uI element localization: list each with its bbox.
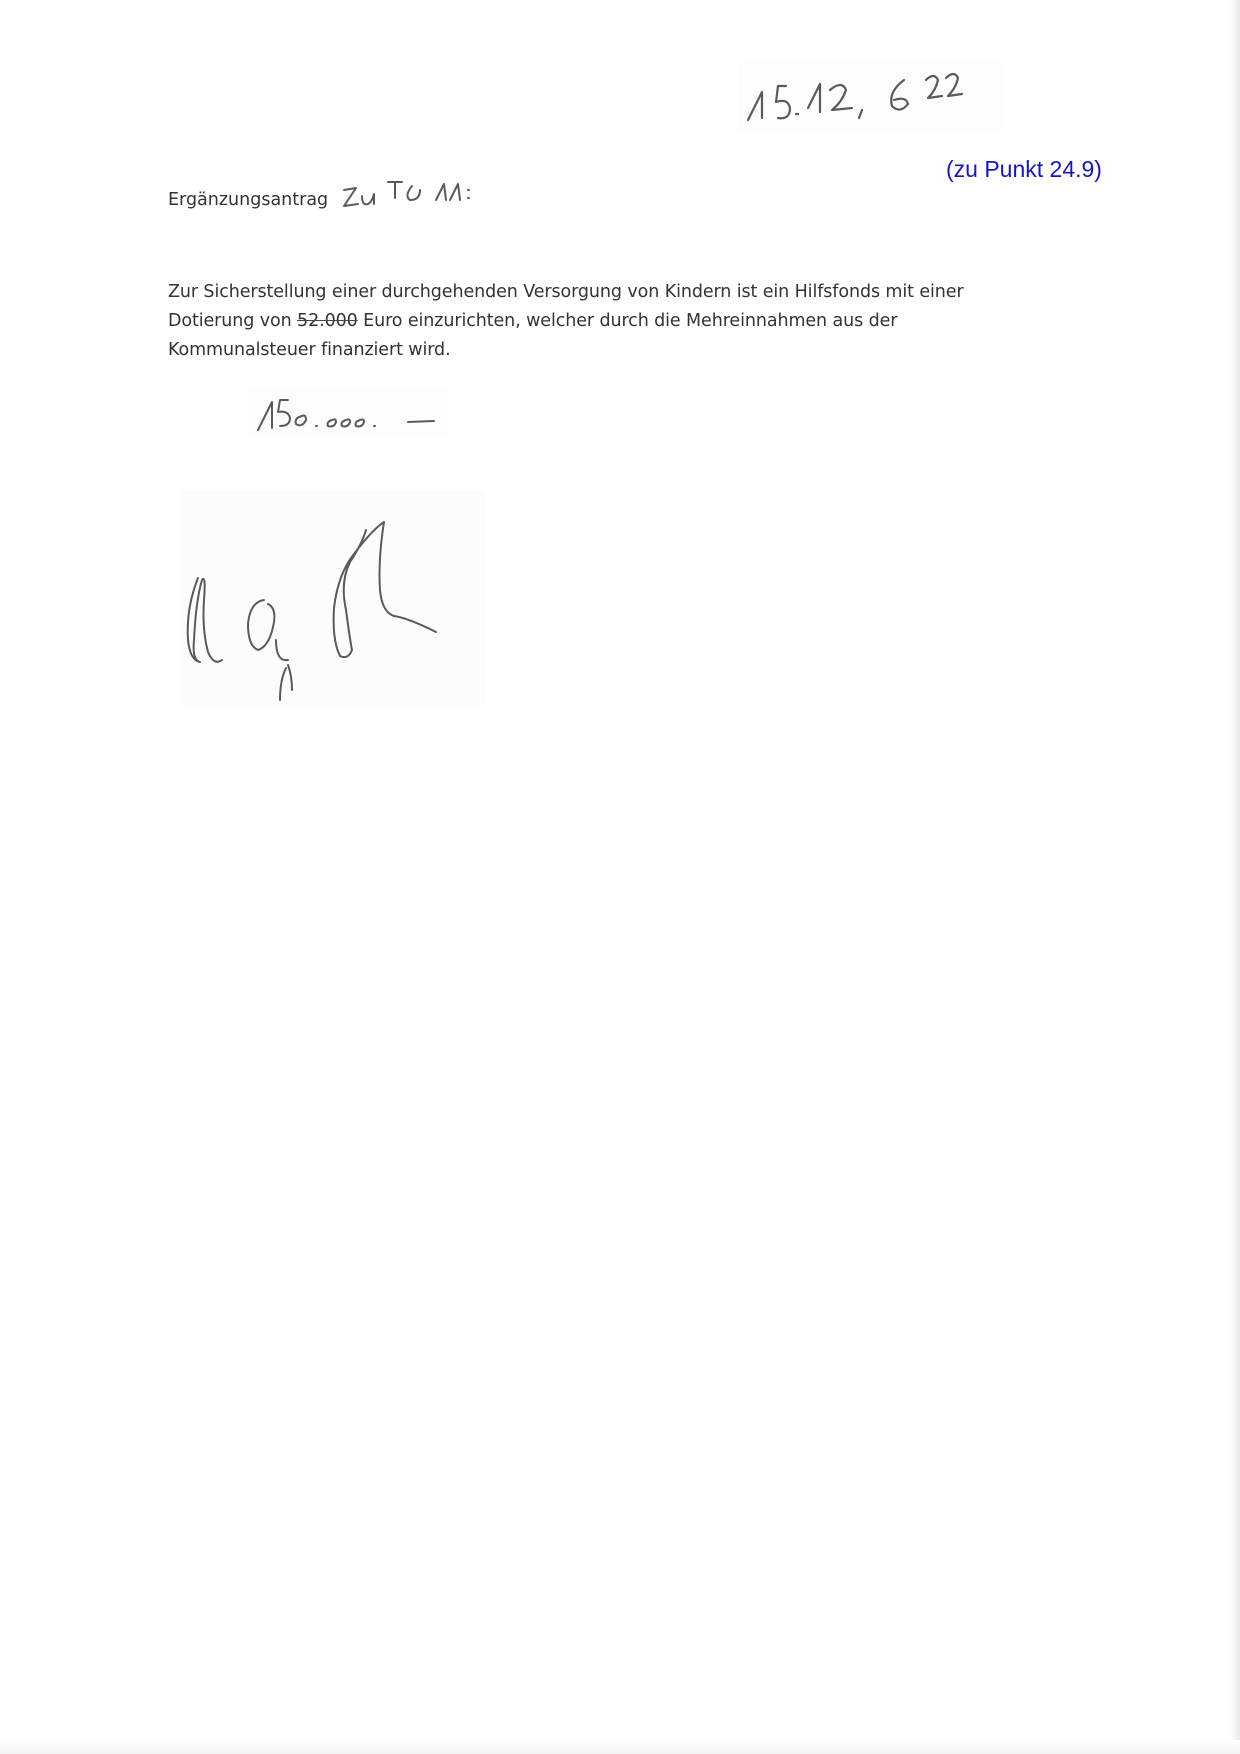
handwritten-date-strokes [738,62,1003,132]
handwritten-amount-strokes [248,388,448,438]
body-line-1: Zur Sicherstellung einer durchgehenden Versorgung von Kindern ist ein Hilfsfonds mit einer [168,282,964,302]
body-line-2-start: Dotierung von [168,311,298,331]
page-edge-right [1230,0,1240,1754]
body-paragraph [168,278,1048,365]
handwritten-amount [248,388,448,438]
page-edge-bottom [0,1740,1240,1754]
body-line-3: Kommunalsteuer finanziert wird. [168,340,451,360]
body-line-2-end: Euro einzurichten, welcher durch die Mehreinnahmen aus der [357,311,898,331]
struck-amount: 52.000 [297,311,358,331]
reference-label: (zu Punkt 24.9) [946,156,1102,182]
signature-strokes [180,490,485,705]
signature [180,490,485,705]
handwritten-title-addition [340,176,500,216]
handwritten-date [738,62,1003,132]
document-title: Ergänzungsantrag [168,190,329,210]
body-line-2 [168,307,1048,336]
